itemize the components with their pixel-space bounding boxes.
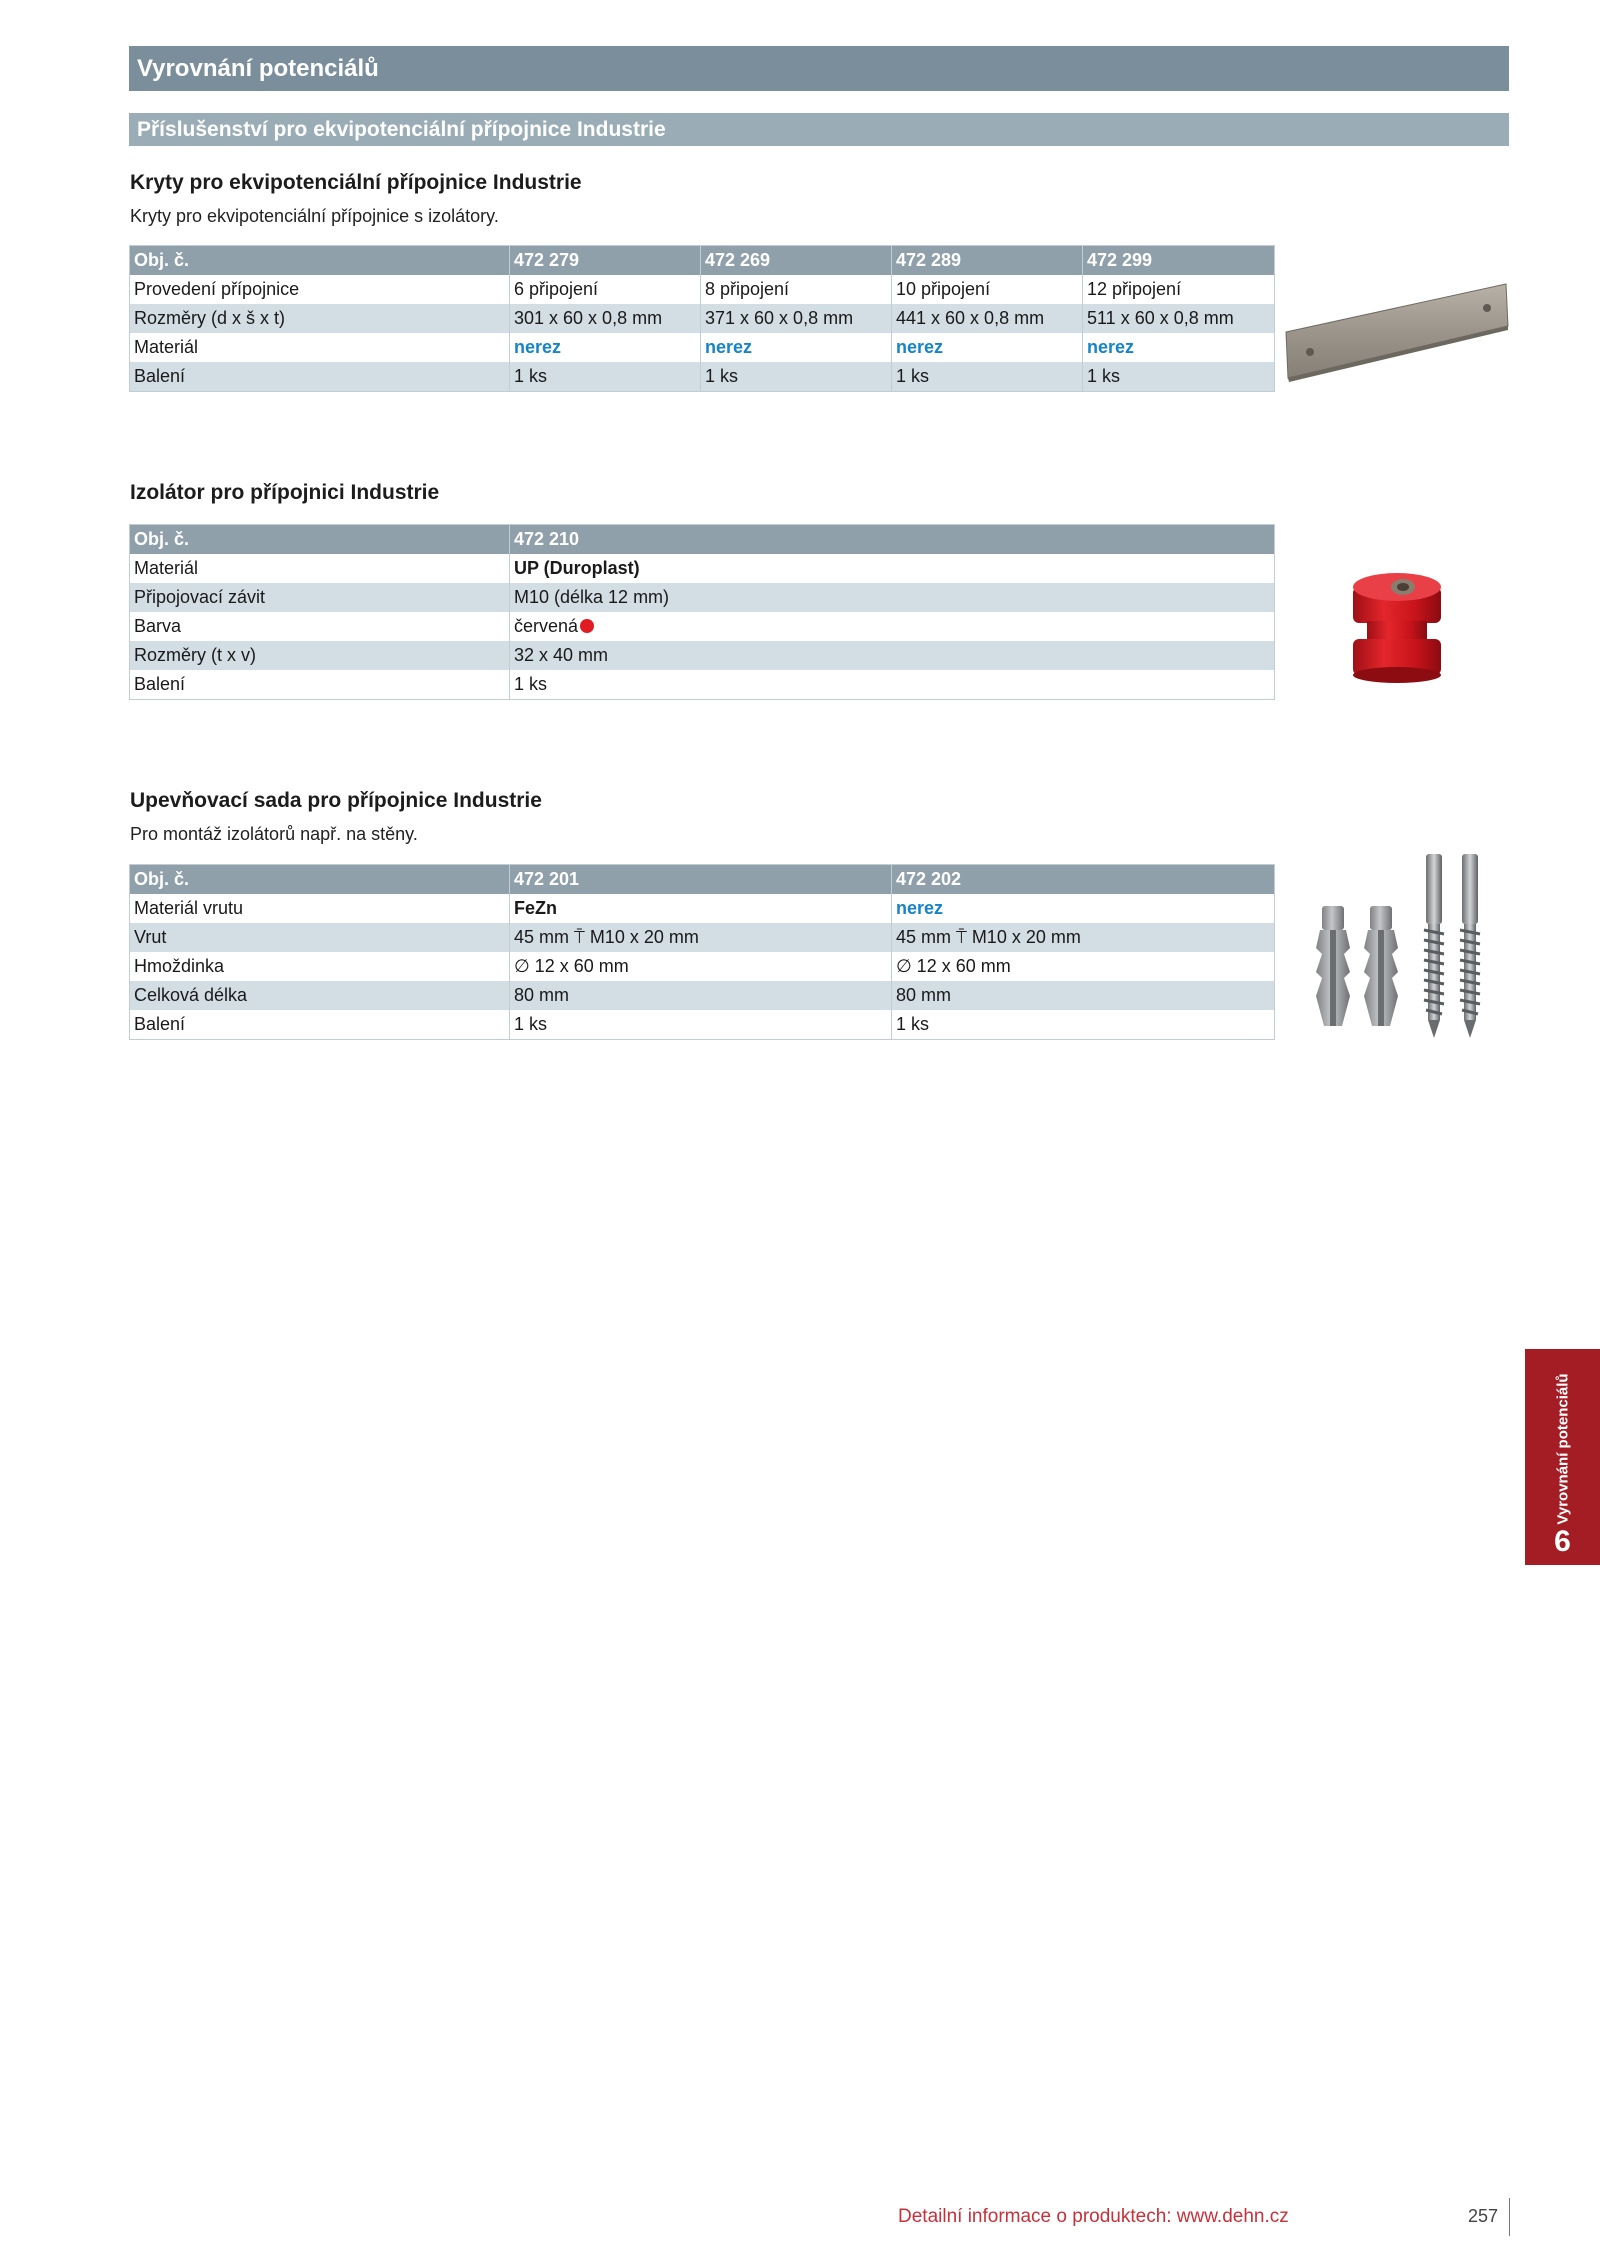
- color-value: červená: [514, 616, 579, 636]
- screw-icon: [1424, 854, 1444, 1038]
- table-cell: 1 ks: [892, 1010, 1275, 1040]
- table-cell: Rozměry (t x v): [130, 641, 510, 670]
- table-row: [130, 641, 1275, 670]
- table-cell: nerez: [892, 894, 1275, 923]
- mounting-set-image: [1310, 850, 1510, 1050]
- section-title-insulator: Izolátor pro přípojnici Industrie: [130, 481, 440, 504]
- table-cell: 45 mm ⍑ M10 x 20 mm: [892, 923, 1275, 952]
- chapter-number: 6: [1554, 1525, 1571, 1558]
- table-cell: 511 x 60 x 0,8 mm: [1083, 304, 1275, 333]
- table-cell: Barva: [130, 612, 510, 641]
- table-row: [130, 923, 1275, 952]
- table-cell: Materiál vrutu: [130, 894, 510, 923]
- chapter-side-tab-label: Vyrovnání potenciálů: [1554, 1373, 1571, 1525]
- screw-icon: [1460, 854, 1480, 1038]
- table-cell: 441 x 60 x 0,8 mm: [892, 304, 1083, 333]
- footer-product-info-link[interactable]: Detailní informace o produktech: www.dehn.cz: [898, 2206, 1289, 2227]
- table-cell: [510, 612, 1275, 641]
- table-header-cell: Obj. č.: [130, 246, 510, 276]
- table-cell: 1 ks: [510, 1010, 892, 1040]
- table-header-cell: 472 289: [892, 246, 1083, 276]
- table-cell: FeZn: [510, 894, 892, 923]
- table-header-row: [130, 246, 1275, 276]
- footer-divider: [1509, 2198, 1510, 2236]
- table-row: [130, 333, 1275, 362]
- page-number: 257: [1468, 2206, 1499, 2226]
- table-cell: 45 mm ⍑ M10 x 20 mm: [510, 923, 892, 952]
- table-row: [130, 670, 1275, 700]
- table-cell: 371 x 60 x 0,8 mm: [701, 304, 892, 333]
- table-cell: ∅ 12 x 60 mm: [510, 952, 892, 981]
- page-title: Vyrovnání potenciálů: [137, 55, 379, 82]
- table-cell: M10 (délka 12 mm): [510, 583, 1275, 612]
- table-cell: 1 ks: [510, 362, 701, 392]
- table-cell: 301 x 60 x 0,8 mm: [510, 304, 701, 333]
- table-header-cell: 472 210: [510, 525, 1275, 555]
- chapter-side-tab[interactable]: [1525, 1349, 1600, 1565]
- table-row: [130, 894, 1275, 923]
- table-cell: nerez: [510, 333, 701, 362]
- table-row: [130, 1010, 1275, 1040]
- table-cell: 32 x 40 mm: [510, 641, 1275, 670]
- table-cell: 8 připojení: [701, 275, 892, 304]
- table-row: [130, 583, 1275, 612]
- section-description-covers: Kryty pro ekvipotenciální přípojnice s izolátory.: [130, 206, 499, 226]
- table-row: [130, 304, 1275, 333]
- insulator-image: [1345, 565, 1450, 690]
- table-row: [130, 952, 1275, 981]
- dowel-icon: [1316, 906, 1350, 1026]
- table-cell: ∅ 12 x 60 mm: [892, 952, 1275, 981]
- table-cell: 12 připojení: [1083, 275, 1275, 304]
- cover-plate-image: [1280, 270, 1510, 390]
- table-row: [130, 981, 1275, 1010]
- table-cell: Celková délka: [130, 981, 510, 1010]
- table-cell: Vrut: [130, 923, 510, 952]
- table-cell: 6 připojení: [510, 275, 701, 304]
- table-header-cell: 472 202: [892, 865, 1275, 895]
- table-cell: Balení: [130, 670, 510, 700]
- table-row: [130, 275, 1275, 304]
- section-title-covers: Kryty pro ekvipotenciální přípojnice Industrie: [130, 171, 582, 194]
- table-cell: Balení: [130, 1010, 510, 1040]
- table-cell: Provedení přípojnice: [130, 275, 510, 304]
- table-header-cell: 472 201: [510, 865, 892, 895]
- table-cell: UP (Duroplast): [510, 554, 1275, 583]
- table-cell: Materiál: [130, 333, 510, 362]
- page-subtitle-band: [129, 113, 1509, 146]
- table-cell: nerez: [892, 333, 1083, 362]
- mounting-set-spec-table: [129, 864, 1275, 1040]
- table-cell: 1 ks: [892, 362, 1083, 392]
- table-cell: 80 mm: [892, 981, 1275, 1010]
- covers-spec-table: [129, 245, 1275, 392]
- table-cell: 10 připojení: [892, 275, 1083, 304]
- table-cell: 1 ks: [701, 362, 892, 392]
- dowel-icon: [1364, 906, 1398, 1026]
- table-cell: Rozměry (d x š x t): [130, 304, 510, 333]
- table-cell: Hmoždinka: [130, 952, 510, 981]
- table-header-cell: Obj. č.: [130, 525, 510, 555]
- table-cell: Připojovací závit: [130, 583, 510, 612]
- page-subtitle: Příslušenství pro ekvipotenciální přípojnice Industrie: [137, 118, 666, 141]
- table-cell: Balení: [130, 362, 510, 392]
- table-cell: 1 ks: [1083, 362, 1275, 392]
- table-row: [130, 612, 1275, 641]
- table-row: [130, 362, 1275, 392]
- table-cell: Materiál: [130, 554, 510, 583]
- insulator-spec-table: [129, 524, 1275, 700]
- table-cell: 1 ks: [510, 670, 1275, 700]
- table-cell: nerez: [701, 333, 892, 362]
- red-color-indicator-icon: [580, 619, 594, 633]
- table-row: [130, 554, 1275, 583]
- table-header-cell: 472 279: [510, 246, 701, 276]
- page-title-band: [129, 46, 1509, 91]
- table-cell: 80 mm: [510, 981, 892, 1010]
- section-title-mounting-set: Upevňovací sada pro přípojnice Industrie: [130, 789, 542, 812]
- table-header-row: [130, 865, 1275, 895]
- table-header-cell: Obj. č.: [130, 865, 510, 895]
- section-description-mounting-set: Pro montáž izolátorů např. na stěny.: [130, 824, 418, 844]
- table-header-cell: 472 299: [1083, 246, 1275, 276]
- table-header-cell: 472 269: [701, 246, 892, 276]
- table-header-row: [130, 525, 1275, 555]
- table-cell: nerez: [1083, 333, 1275, 362]
